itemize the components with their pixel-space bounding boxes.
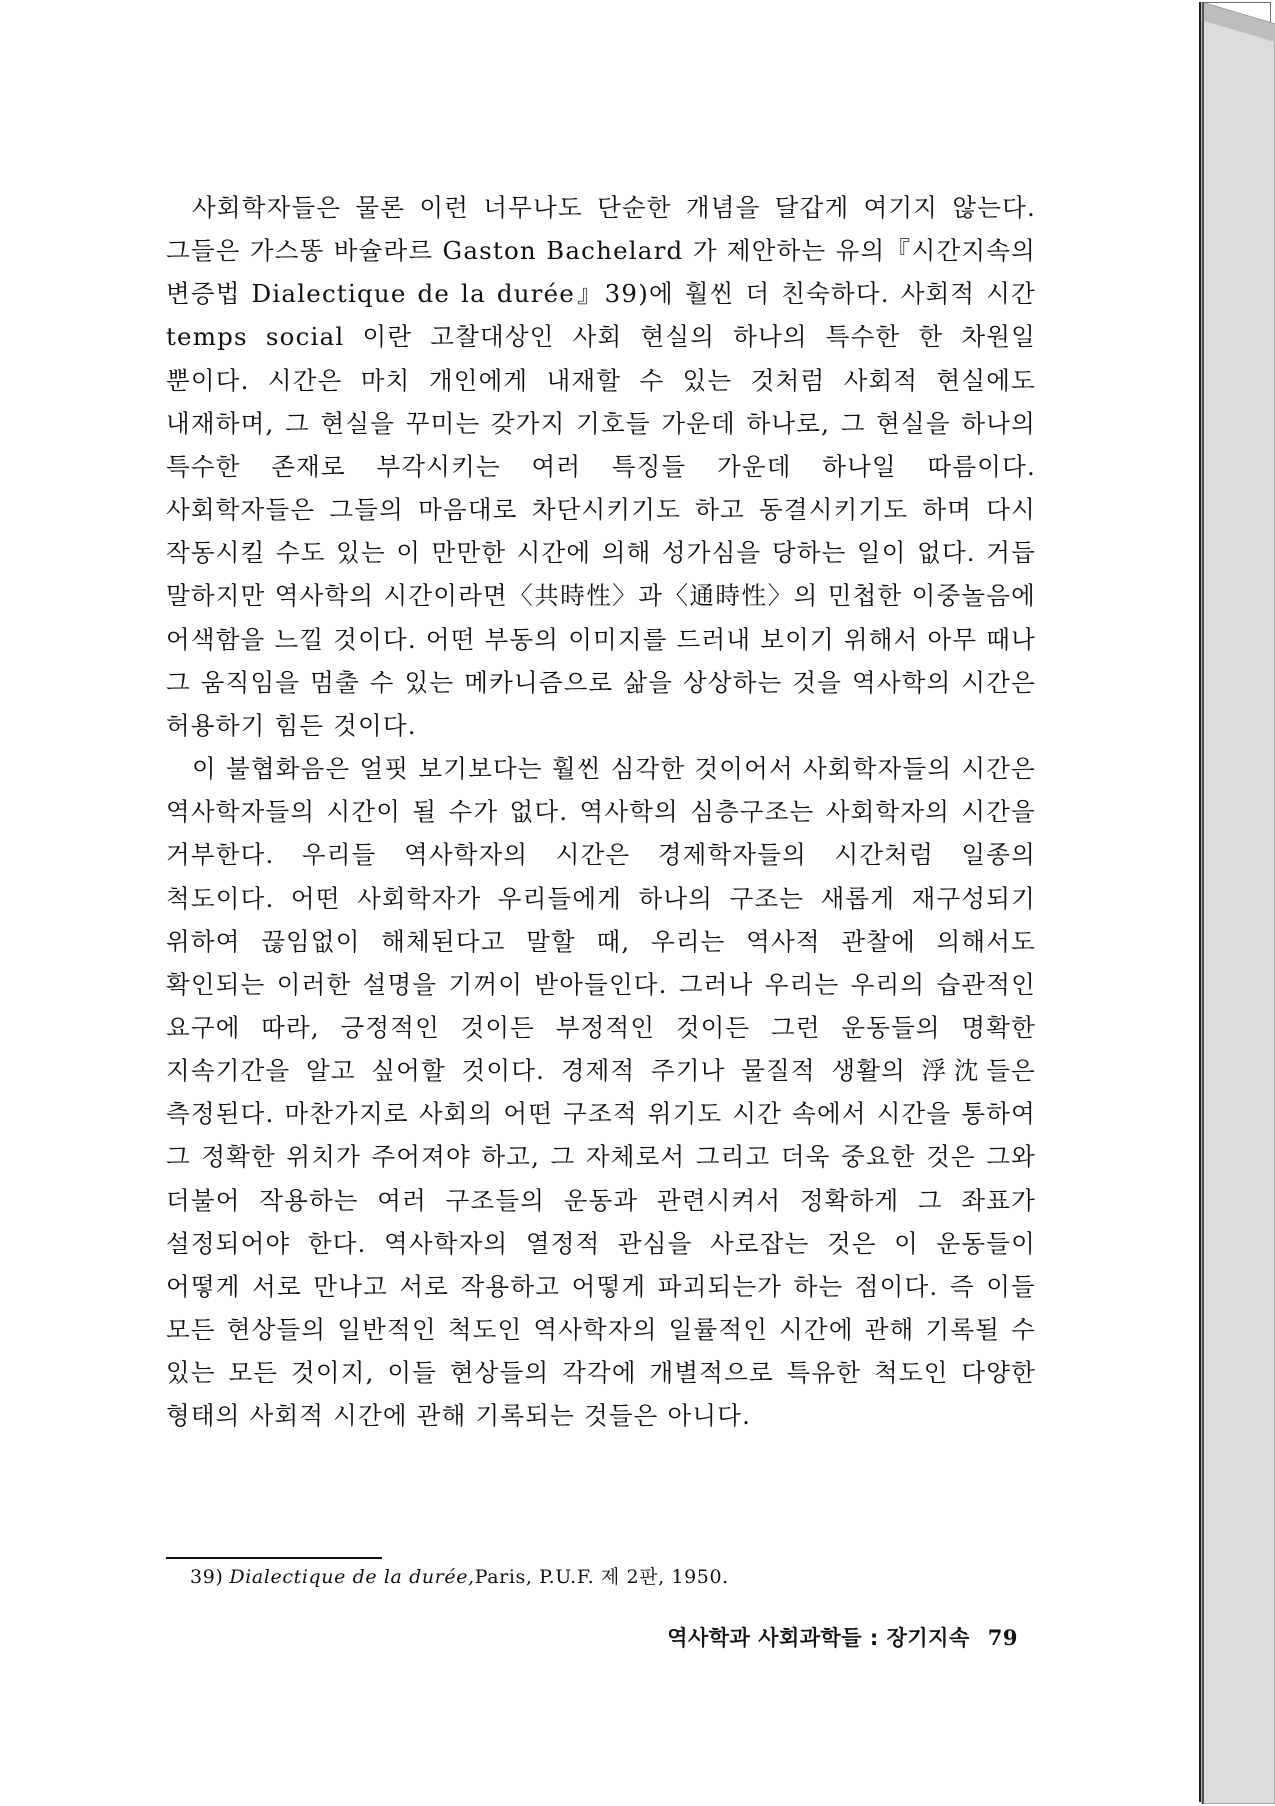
page-number: 79 bbox=[987, 1625, 1018, 1650]
footnote-rule bbox=[166, 1557, 382, 1559]
body-text bbox=[166, 186, 1036, 1438]
footnote-publication: Paris, P.U.F. 제 2판, 1950. bbox=[474, 1566, 729, 1588]
paragraph-1: 사회학자들은 물론 이런 너무나도 단순한 개념을 달갑게 여기지 않는다. 그들은 가스똥 바슐라르 Gaston Bachelard 가 제안하는 유의『시간지속의 변증법 Dialectique de la durée』39)에 훨씬 더 친숙하다. 사회적 시간 temps social 이란 고찰대상인 사회 현실의 하나의 특수한 한 차원일 뿐이다. 시간은 마치 개인에게 내재할 수 있는 것처럼 사회적 현실에도 내재하며, 그 현실을 꾸미는 갖가지 기호들 가운데 하나로, 그 현실을 하나의 특수한 존재로 부각시키는 여러 특징들 가운데 하나일 따름이다. 사회학자들은 그들의 마음대로 차단시키기도 하고 동결시키기도 하며 다시 작동시킬 수도 있는 이 만만한 시간에 의해 성가심을 당하는 일이 없다. 거듭 말하지만 역사학의 시간이라면〈共時性〉과〈通時性〉의 민첩한 이중놀음에 어색함을 느낄 것이다. 어떤 부동의 이미지를 드러내 보이기 위해서 아무 때나 그 움직임을 멈출 수 있는 메카니즘으로 삶을 상상하는 것을 역사학의 시간은 허용하기 힘든 것이다. bbox=[166, 193, 1036, 740]
page-stack-edge bbox=[1201, 2, 1275, 1804]
running-footer-title: 역사학과 사회과학들 : 장기지속 bbox=[667, 1626, 970, 1650]
footnote bbox=[190, 1562, 729, 1592]
running-footer bbox=[610, 1623, 1018, 1653]
footnote-title: Dialectique de la durée, bbox=[229, 1566, 475, 1588]
footnote-number: 39) bbox=[190, 1566, 224, 1588]
paragraph-2: 이 불협화음은 얼핏 보기보다는 훨씬 심각한 것이어서 사회학자들의 시간은 역사학자들의 시간이 될 수가 없다. 역사학의 심층구조는 사회학자의 시간을 거부한다. 우리들 역사학자의 시간은 경제학자들의 시간처럼 일종의 척도이다. 어떤 사회학자가 우리들에게 하나의 구조는 새롭게 재구성되기 위하여 끊임없이 해체된다고 말할 때, 우리는 역사적 관찰에 의해서도 확인되는 이러한 설명을 기꺼이 받아들인다. 그러나 우리는 우리의 습관적인 요구에 따라, 긍정적인 것이든 부정적인 것이든 그런 운동들의 명확한 지속기간을 알고 싶어할 것이다. 경제적 주기나 물질적 생활의 浮沈들은 측정된다. 마찬가지로 사회의 어떤 구조적 위기도 시간 속에서 시간을 통하여 그 정확한 위치가 주어져야 하고, 그 자체로서 그리고 더욱 중요한 것은 그와 더불어 작용하는 여러 구조들의 운동과 관련시켜서 정확하게 그 좌표가 설정되어야 한다. 역사학자의 열정적 관심을 사로잡는 것은 이 운동들이 어떻게 서로 만나고 서로 작용하고 어떻게 파괴되는가 하는 점이다. 즉 이들 모든 현상들의 일반적인 척도인 역사학자의 일률적인 시간에 관해 기록될 수 있는 모든 것이지, 이들 현상들의 각각에 개별적으로 특유한 척도인 다양한 형태의 사회적 시간에 관해 기록되는 것들은 아니다. bbox=[166, 754, 1036, 1431]
